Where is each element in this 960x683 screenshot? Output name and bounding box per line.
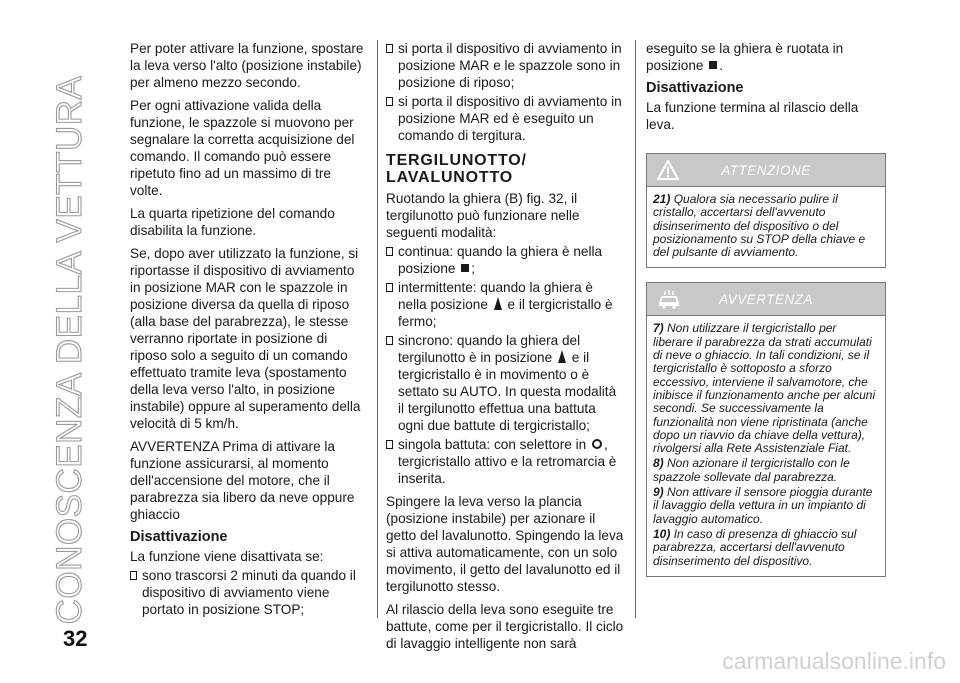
watermark: carmanualsonline.info <box>722 648 946 674</box>
caution-text: 7) Non utilizzare il tergicristallo per liberare il parabrezza da strati accumulati di neve o ghiaccio. In tali condizioni, se il tergicristallo è sottoposto a sforzo eccessivo, interviene il salvamotore, che inibisce il funzionamento anche per alcuni secondi. Se successivamente la funzionalità non viene ripristinata (anche dopo un riavvio da chiave della vettura), rivolgersi alla Rete Assistenziale Fiat. 8) Non azionare il tergicristallo con le spazzole sollevate dal parabrezza. 9) Non attivare il sensore pioggia durante il lavaggio della vettura in un impianto di lavaggio automatico. 10) In caso di presenza di ghiaccio sul parabrezza, accertarsi dell'avvenuto disinserimento del dispositivo. <box>647 315 885 575</box>
list-item: sincrono: quando la ghiera del tergilunotto è in posizione e il tergicristallo è in movimento o è settato su AUTO. In questa modalità il tergilunotto effettua una battuta ogni due battute di tergicristallo; <box>386 332 624 434</box>
bullet-icon <box>386 97 393 106</box>
bullet-icon <box>386 336 393 345</box>
paragraph: La funzione termina al rilascio della leva. <box>646 100 859 132</box>
paragraph: eseguito se la ghiera è ruotata in posizione . <box>646 41 844 73</box>
text-column-2 <box>386 40 624 658</box>
column-divider <box>377 40 378 618</box>
paragraph: La funzione viene disattivata se: <box>130 549 324 564</box>
list-item: sono trascorsi 2 minuti da quando il dispositivo di avviamento viene portato in posizione STOP; <box>130 567 365 618</box>
side-section-title: CONOSCENZA DELLA VETTURA <box>50 75 89 625</box>
continuous-mode-icon <box>709 61 717 69</box>
section-heading: TERGILUNOTTO/ LAVALUNOTTO <box>386 152 527 186</box>
bullet-icon <box>386 247 393 256</box>
attention-text: 21) Qualora sia necessario pulire il cristallo, accertarsi dell'avvenuto disinserimento del dispositivo o del posizionamento su STOP della chiave e del pulsante di avviamento. <box>647 186 885 267</box>
paragraph: Ruotando la ghiera (B) fig. 32, il tergilunotto può funzionare nelle seguenti modalità: <box>386 191 580 240</box>
paragraph: Spingere la leva verso la plancia (posizione instabile) per azionare il getto del lavalunotto. Spingendo la leva si attiva automaticamente, con un solo movimento, il getto del lavalunotto ed il tergilunotto stesso. <box>386 494 624 594</box>
list-item: intermittente: quando la ghiera è nella posizione e il tergicristallo è fermo; <box>386 279 624 330</box>
warning-icon <box>657 160 679 180</box>
car-wash-icon <box>657 289 681 309</box>
continuous-mode-icon <box>461 264 469 272</box>
bullet-icon <box>386 440 393 449</box>
list-item: si porta il dispositivo di avviamento in posizione MAR e le spazzole sono in posizione di riposo; <box>386 40 624 91</box>
page-number: 32 <box>63 626 88 651</box>
list-item: si porta il dispositivo di avviamento in posizione MAR ed è eseguito un comando di tergitura. <box>386 93 624 144</box>
bullet-icon <box>386 283 393 292</box>
section-heading: Disattivazione <box>646 80 744 96</box>
text-column-1 <box>130 40 365 620</box>
paragraph: Al rilascio della leva sono eseguite tre battute, come per il tergicristallo. Il ciclo di lavaggio intelligente non sarà <box>386 602 624 651</box>
caution-header: AVVERTENZA <box>647 283 885 315</box>
attention-box <box>646 153 886 268</box>
bullet-icon <box>130 571 137 580</box>
bullet-icon <box>386 44 393 53</box>
caution-box <box>646 282 886 576</box>
paragraph: AVVERTENZA Prima di attivare la funzione assicurarsi, al momento dell'accensione del motore, che il parabrezza sia libero da neve oppure ghiaccio <box>130 439 355 522</box>
text-column-3 <box>646 40 886 577</box>
list-item: continua: quando la ghiera è nella posizione ; <box>386 243 624 277</box>
attention-header: ATTENZIONE <box>647 154 885 186</box>
list-item: singola battuta: con selettore in , tergicristallo attivo e la retromarcia è inserita. <box>386 436 624 487</box>
paragraph: Per ogni attivazione valida della funzione, le spazzole si muovono per segnalare la corretta acquisizione del comando. Il comando può essere ripetuto fino ad un massimo di tre volte. <box>130 98 355 198</box>
intermittent-mode-icon <box>494 297 502 310</box>
sync-mode-icon <box>558 350 566 363</box>
selector-off-icon <box>592 439 602 449</box>
section-heading: Disattivazione <box>130 529 228 545</box>
column-divider <box>635 40 636 618</box>
paragraph: La quarta ripetizione del comando disabilita la funzione. <box>130 206 335 238</box>
paragraph: Se, dopo aver utilizzato la funzione, si riportasse il dispositivo di avviamento in posizione MAR con le spazzole in posizione diversa da quella di riposo (alla base del parabrezza), le stesse verranno riportate in posizione di riposo solo a seguito di un comando effettuato tramite leva (spostamento della leva verso l'alto, in posizione instabile) oppure al superamento della velocità di 5 km/h. <box>130 246 361 431</box>
paragraph: Per poter attivare la funzione, spostare la leva verso l'alto (posizione instabile) per almeno mezzo secondo. <box>130 41 364 90</box>
